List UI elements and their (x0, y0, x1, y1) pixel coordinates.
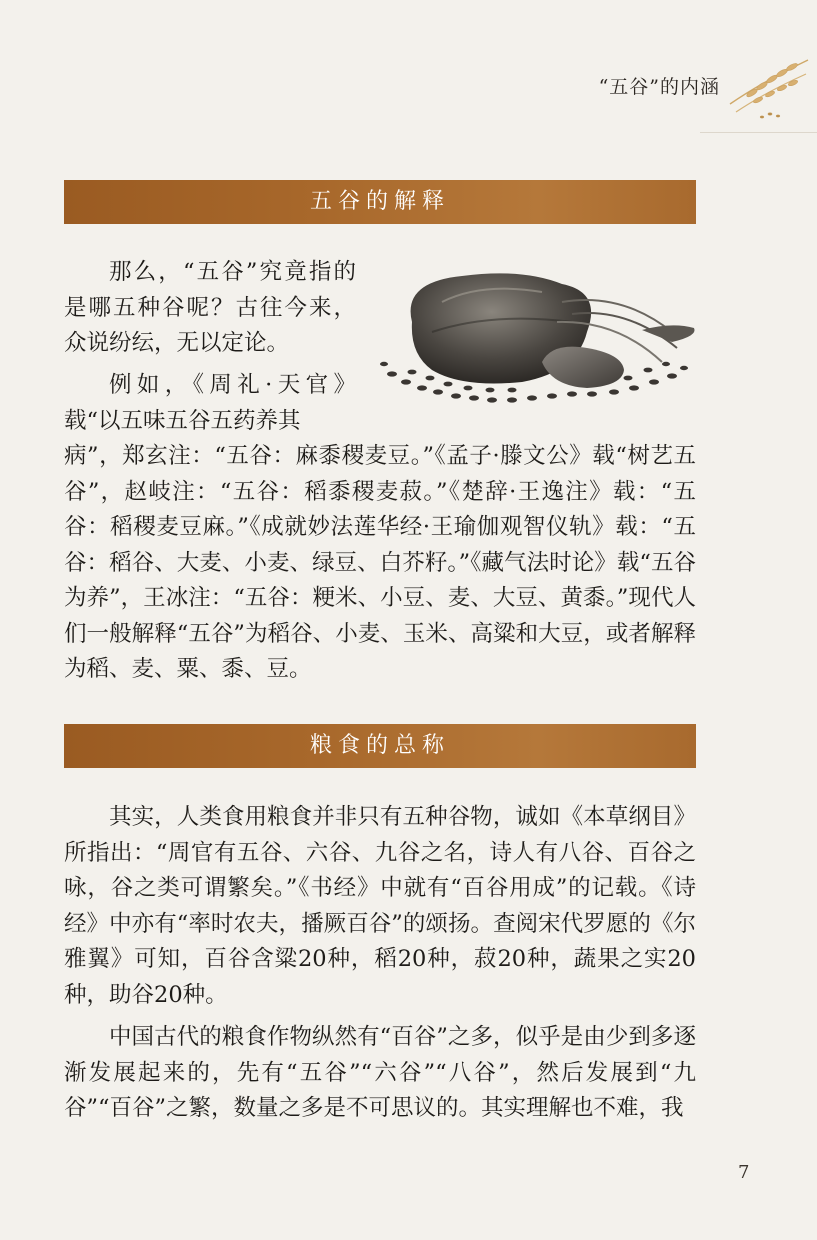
grain-sack-illustration (372, 262, 700, 412)
paragraph: 病”，郑玄注：“五谷：麻黍稷麦豆。”《孟子·滕文公》载“树艺五谷”，赵岐注：“五谷：稻黍稷麦菽。”《楚辞·王逸注》载：“五谷：稻稷麦豆麻。”《成就妙法莲华经·王瑜伽观智仪轨》载：“五谷：稻谷、大麦、小麦、绿豆、白芥籽。”《藏气法时论》载“五谷为养”，王冰注：“五谷：粳米、小豆、麦、大豆、黄黍。”现代人们一般解释“五谷”为稻谷、小麦、玉米、高粱和大豆，或者解释为稻、麦、粟、黍、豆。 (64, 443, 696, 682)
running-header: “五谷”的内涵 (598, 76, 720, 98)
page-number: 7 (738, 1162, 750, 1183)
paragraph: 其实，人类食用粮食并非只有五种谷物，诚如《本草纲目》所指出：“周官有五谷、六谷、九谷之名，诗人有八谷、百谷之咏，谷之类可谓繁矣。”《书经》中就有“百谷用成”的记载。《诗经》中亦有“率时农夫，播厥百谷”的颂扬。查阅宋代罗愿的《尔雅翼》可知，百谷含粱20种，稻20种，菽20种，蔬果之实20种，助谷20种。 (64, 804, 696, 1008)
section-title-banner: 粮食的总称 (64, 724, 696, 768)
margin-rule (700, 132, 817, 133)
paragraph: 例如，《周礼·天官》载“以五味五谷五药养其 (64, 372, 356, 434)
paragraph: 那么，“五谷”究竟指的是哪五种谷呢？古往今来，众说纷纭，无以定论。 (64, 259, 356, 356)
wheat-icon (722, 52, 812, 122)
paragraph: 中国古代的粮食作物纵然有“百谷”之多，似乎是由少到多逐渐发展起来的，先有“五谷”“六谷”“八谷”，然后发展到“九谷”“百谷”之繁，数量之多是不可思议的。其实理解也不难，我 (64, 1024, 696, 1121)
section-title-banner: 五谷的解释 (64, 180, 696, 224)
